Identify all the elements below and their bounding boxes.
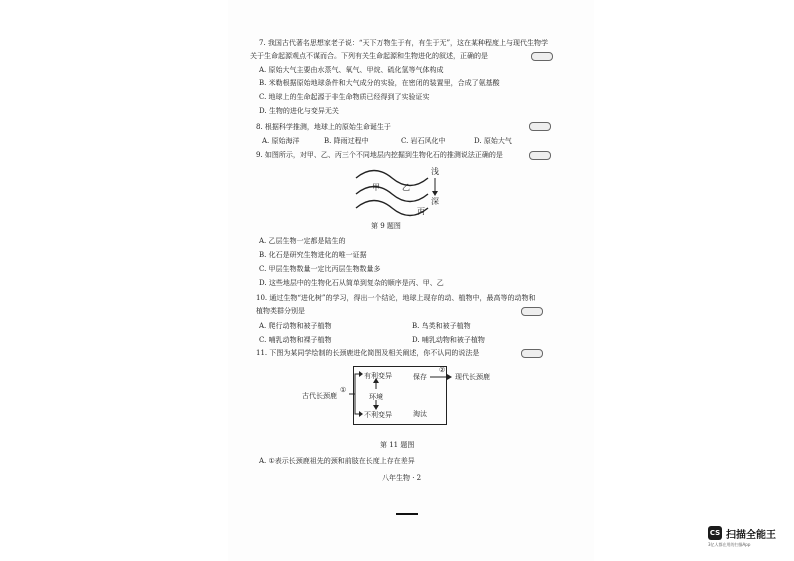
q8-option-d: D. 原始大气 [474,137,512,145]
watermark-title: 扫描全能王 [726,530,776,541]
watermark-subtitle: 3亿人都在用的扫描App [708,542,751,547]
q9-answer-bracket [529,151,551,160]
q7-stem-line2: 关于生命起源观点不谋而合。下列有关生命起源和生物进化的叙述，正确的是 [250,52,488,60]
page-bottom-mark [396,513,418,515]
q9-figure-caption: 第 9 题图 [371,222,401,230]
stratum-line-top [356,171,428,186]
q7-option-c: C. 地球上的生命起源于非生命物质已经得到了实验证实 [259,93,430,101]
arrow-to-favorable-head [359,371,363,377]
q8-option-b: B. 降雨过程中 [324,137,369,145]
q8-option-a: A. 原始海洋 [262,137,300,145]
q10-option-c: C. 哺乳动物和裸子植物 [259,336,332,344]
q9-option-d: D. 这些地层中的生物化石从简单到复杂的顺序是丙、甲、乙 [259,279,444,287]
survive-label: 保存 [413,373,427,381]
stratum-label-bing: 丙 [417,207,425,216]
marker-1: ① [340,386,347,394]
q11-stem: 11. 下图为某同学绘制的长颈鹿进化简图及相关阐述，你不认同的说法是 [256,349,480,357]
q10-option-d: D. 哺乳动物和被子植物 [412,336,485,344]
q8-option-c: C. 岩石风化中 [401,137,446,145]
marker-2: ② [439,366,446,374]
q7-option-d: D. 生物的进化与变异无关 [259,107,339,115]
q10-stem-line1: 10. 通过生物“进化树”的学习，得出一个结论，地球上现存的动、植物中，最高等的动物和 [256,294,536,302]
q9-option-b: B. 化石是研究生物进化的唯一证据 [259,251,367,259]
branch-bracket [355,374,361,414]
depth-label-deep: 深 [431,197,439,206]
page-footer: 八年生物 · 2 [382,474,422,482]
q10-stem-line2: 植物类群分别是 [256,307,305,315]
depth-label-shallow: 浅 [431,167,439,176]
output-arrow-head [447,374,452,380]
q11-figure-caption: 第 11 题图 [380,441,415,449]
q7-option-b: B. 米勒根据原始地球条件和大气成分的实验，在密闭的装置里，合成了氨基酸 [259,79,500,87]
q8-answer-bracket [529,122,551,131]
favorable-variation-label: 有利变异 [364,372,392,380]
ancient-giraffe-label: 古代长颈鹿 [302,392,337,400]
q10-option-b: B. 鸟类和被子植物 [412,322,471,330]
q10-answer-bracket [521,307,543,316]
arrow-to-unfavorable-head [359,411,363,417]
q7-option-a: A. 原始大气主要由水蒸气、氧气、甲烷、硫化氢等气体构成 [259,66,444,74]
q11-option-a: A. ①表示长颈鹿祖先的颈和前肢在长度上存在差异 [259,457,415,465]
q10-option-a: A. 爬行动物和被子植物 [259,322,332,330]
q9-option-c: C. 甲层生物数量一定比丙层生物数量多 [259,265,381,273]
q7-answer-bracket [531,52,553,61]
q8-stem: 8. 根据科学推测，地球上的原始生命诞生于 [256,123,391,131]
q7-stem-line1: 7. 我国古代著名思想家老子说：“天下万物生于有，有生于无”，这在某种程度上与现代生物学 [259,39,549,47]
stratum-line-middle [356,187,428,202]
eliminate-label: 淘汰 [413,410,427,418]
camscanner-icon: CS [708,526,722,540]
environment-label: 环境 [369,393,383,401]
unfavorable-variation-label: 不利变异 [364,411,392,419]
stratum-label-yi: 乙 [402,183,410,192]
stratum-label-jia: 甲 [372,183,380,192]
q11-answer-bracket [521,349,543,358]
q9-option-a: A. 乙层生物一定都是陆生的 [259,237,346,245]
modern-giraffe-label: 现代长颈鹿 [455,373,490,381]
q9-stem: 9. 如图所示，对甲、乙、丙三个不同地层内挖掘到生物化石的推测说法正确的是 [256,151,503,159]
